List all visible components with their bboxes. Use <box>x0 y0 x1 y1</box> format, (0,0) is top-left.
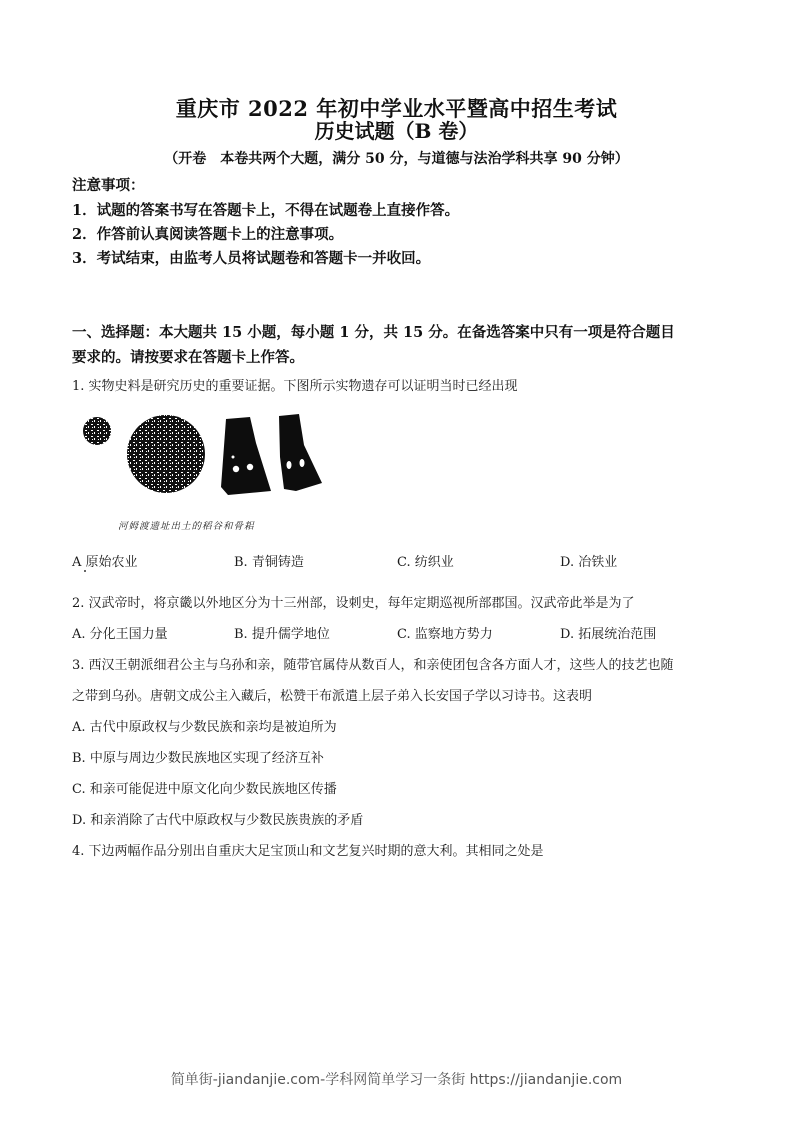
notice-heading: 注意事项： <box>72 177 145 194</box>
stray-mark <box>84 570 86 572</box>
figure-caption: 河姆渡遗址出土的稻谷和骨耜 <box>118 521 255 532</box>
exam-subtitle: 历史试题（B 卷） <box>314 119 479 143</box>
question-1-stem: 1. 实物史料是研究历史的重要证据。下图所示实物遗存可以证明当时已经出现 <box>72 379 518 394</box>
question-1-option-c: C. 纺织业 <box>397 555 454 570</box>
question-1-option-b: B. 青铜铸造 <box>234 555 304 570</box>
rice-and-bone-spade-image <box>78 405 338 515</box>
section-heading: 一、选择题：本大题共 15 小题，每小题 1 分，共 15 分。在备选答案中只有一项是符合题目 <box>72 324 675 341</box>
question-3-stem: 3. 西汉王朝派细君公主与乌孙和亲，随带官属侍从数百人，和亲使团包含各方面人才，这些人的技艺也随 <box>72 658 674 673</box>
footer-watermark: 简单街-jiandanjie.com-学科网简单学习一条街 https://jiandanjie.com <box>170 1072 623 1088</box>
question-2-option-a: A. 分化王国力量 <box>72 627 168 642</box>
question-3-option-d: D. 和亲消除了古代中原政权与少数民族贵族的矛盾 <box>72 813 364 828</box>
question-3-option-b: B. 中原与周边少数民族地区实现了经济互补 <box>72 751 324 766</box>
section-heading-cont: 要求的。请按要求在答题卡上作答。 <box>72 349 304 366</box>
question-2-stem: 2. 汉武帝时，将京畿以外地区分为十三州部，设刺史，每年定期巡视所部郡国。汉武帝此举是为了 <box>72 596 635 611</box>
question-3-option-c: C. 和亲可能促进中原文化向少数民族地区传播 <box>72 782 337 797</box>
question-1-option-a: A 原始农业 <box>72 555 138 570</box>
question-2-option-b: B. 提升儒学地位 <box>234 627 330 642</box>
notice-item: 3．考试结束，由监考人员将试题卷和答题卡一并收回。 <box>72 250 431 267</box>
notice-item: 2．作答前认真阅读答题卡上的注意事项。 <box>72 226 344 243</box>
question-2-option-d: D. 拓展统治范围 <box>560 627 657 642</box>
exam-title: 重庆市 2022 年初中学业水平暨高中招生考试 <box>175 96 618 121</box>
question-3-stem-cont: 之带到乌孙。唐朝文成公主入藏后，松赞干布派遣上层子弟入长安国子学以习诗书。这表明 <box>72 689 593 704</box>
question-1-figure <box>78 405 338 535</box>
question-1-option-d: D. 冶铁业 <box>560 555 618 570</box>
notice-item: 1．试题的答案书写在答题卡上，不得在试题卷上直接作答。 <box>72 202 460 219</box>
question-3-option-a: A. 古代中原政权与少数民族和亲均是被迫所为 <box>72 720 337 735</box>
exam-note: （开卷 本卷共两个大题，满分 50 分，与道德与法治学科共享 90 分钟） <box>164 151 629 167</box>
question-2-option-c: C. 监察地方势力 <box>397 627 493 642</box>
question-4-stem: 4. 下边两幅作品分别出自重庆大足宝顶山和文艺复兴时期的意大利。其相同之处是 <box>72 844 544 859</box>
